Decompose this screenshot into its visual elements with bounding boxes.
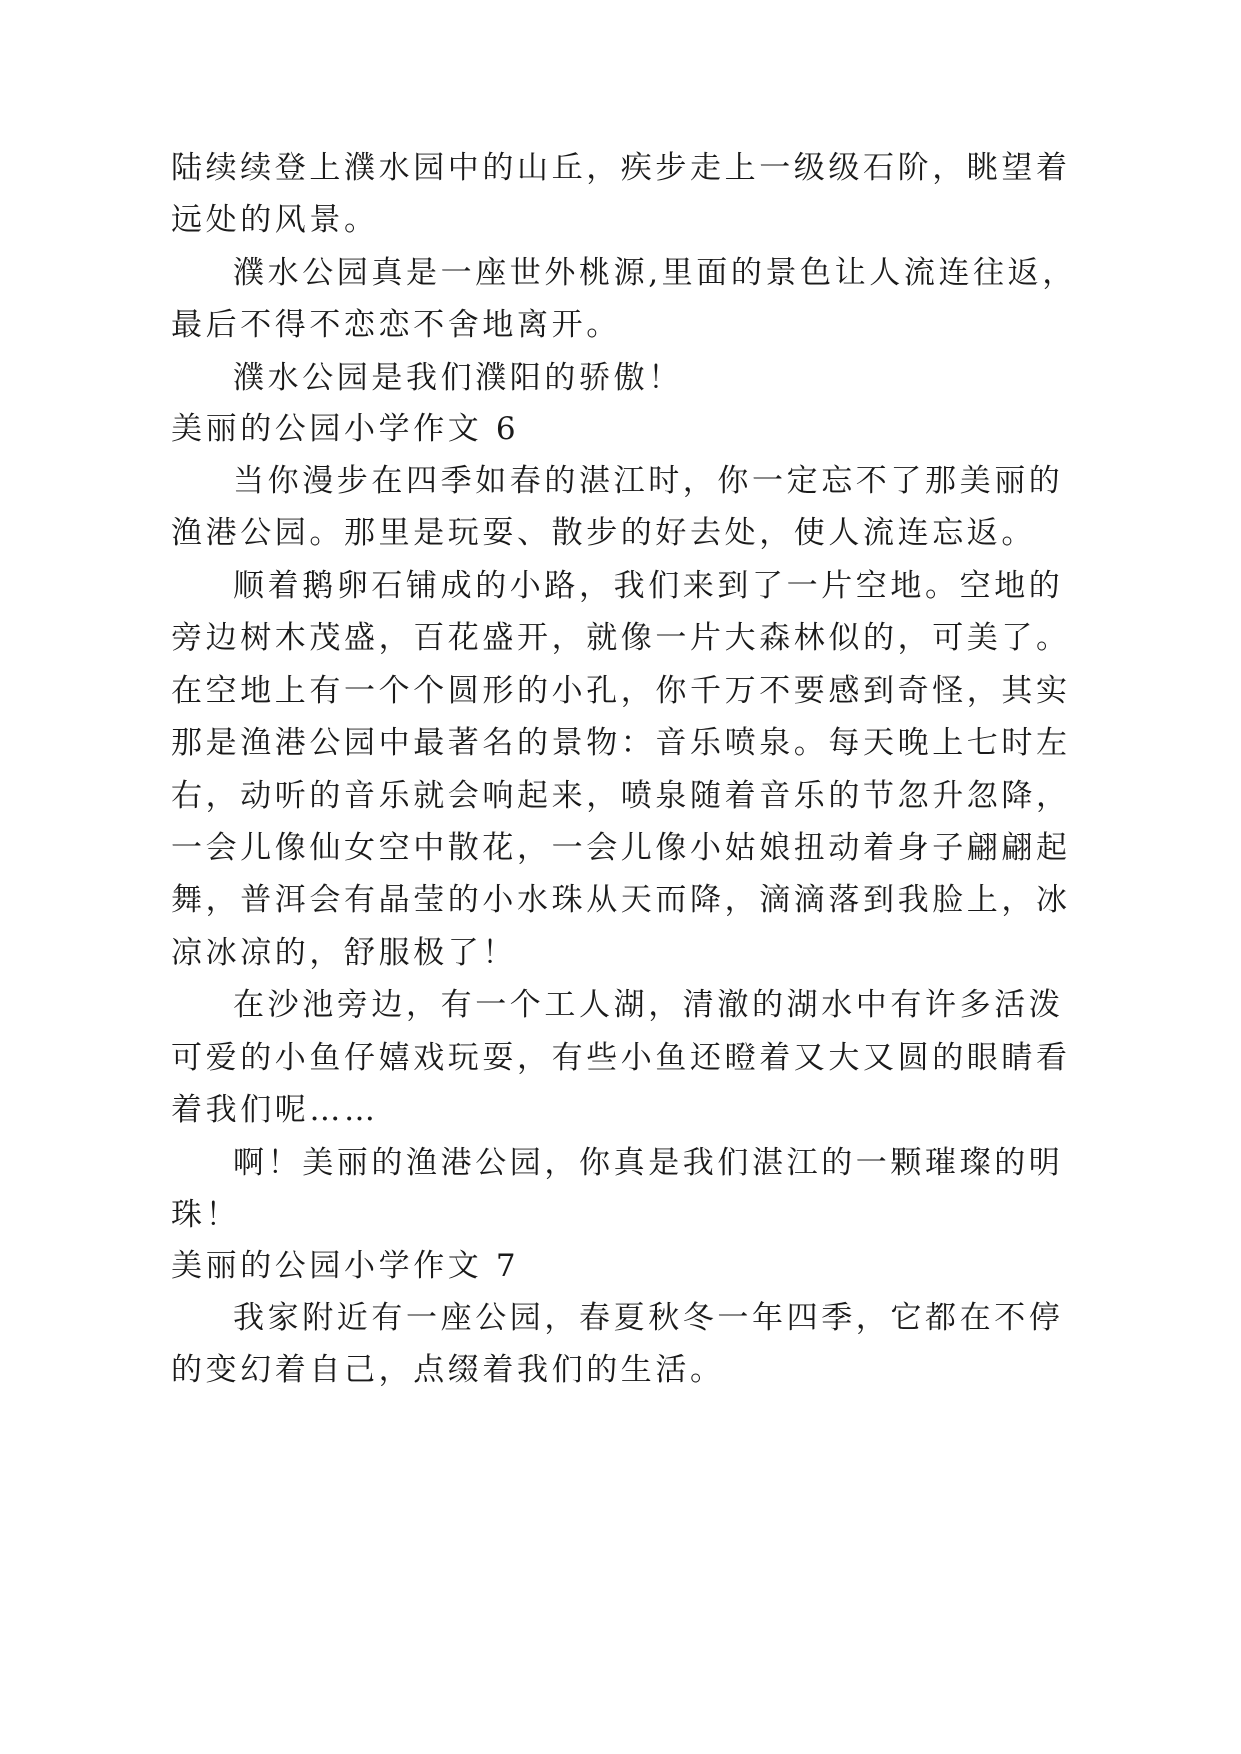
text-line: 着我们呢…… [171,1092,379,1128]
text-line: 那是渔港公园中最著名的景物：音乐喷泉。每天晚上七时左 [171,725,1071,761]
text-line: 一会儿像仙女空中散花，一会儿像小姑娘扭动着身子翩翩起 [171,830,1071,866]
section-heading: 美丽的公园小学作文 6 [171,411,520,447]
paragraph-first-line: 我家附近有一座公园，春夏秋冬一年四季，它都在不停 [233,1300,1064,1336]
section-heading: 美丽的公园小学作文 7 [171,1248,520,1284]
text-line: 最后不得不恋恋不舍地离开。 [171,307,621,343]
text-line: 旁边树木茂盛，百花盛开，就像一片大森林似的，可美了。 [171,620,1071,656]
text-line: 凉冰凉的，舒服极了！ [171,935,517,971]
paragraph-first-line: 当你漫步在四季如春的湛江时，你一定忘不了那美丽的 [233,463,1064,499]
text-line: 可爱的小鱼仔嬉戏玩耍，有些小鱼还瞪着又大又圆的眼睛看 [171,1040,1071,1076]
text-line: 陆续续登上濮水园中的山丘，疾步走上一级级石阶，眺望着 [171,150,1071,186]
text-line: 在空地上有一个个圆形的小孔，你千万不要感到奇怪，其实 [171,673,1071,709]
text-line: 右，动听的音乐就会响起来，喷泉随着音乐的节忽升忽降， [171,778,1071,814]
text-line: 珠！ [171,1197,241,1233]
text-line: 渔港公园。那里是玩耍、散步的好去处，使人流连忘返。 [171,515,1036,551]
paragraph-first-line: 濮水公园真是一座世外桃源,里面的景色让人流连往返， [233,255,1077,291]
paragraph-first-line: 啊！美丽的渔港公园，你真是我们湛江的一颗璀璨的明 [233,1145,1064,1181]
text-line: 远处的风景。 [171,202,379,238]
paragraph-first-line: 濮水公园是我们濮阳的骄傲！ [233,360,683,396]
paragraph-first-line: 在沙池旁边，有一个工人湖，清澈的湖水中有许多活泼 [233,987,1064,1023]
text-line: 舞，普洱会有晶莹的小水珠从天而降，滴滴落到我脸上，冰 [171,882,1071,918]
text-line: 的变幻着自己，点缀着我们的生活。 [171,1352,725,1388]
paragraph-first-line: 顺着鹅卵石铺成的小路，我们来到了一片空地。空地的 [233,568,1064,604]
